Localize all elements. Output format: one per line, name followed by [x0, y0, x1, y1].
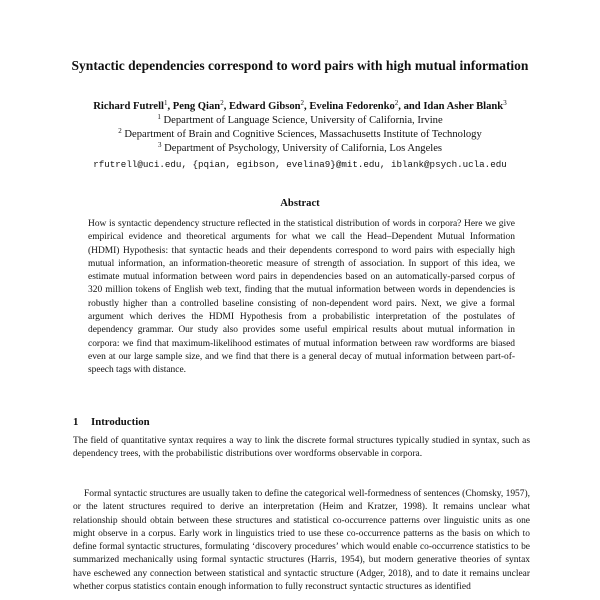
author-affil-mark: 3: [503, 99, 507, 107]
paper-title: Syntactic dependencies correspond to word pairs with high mutual information: [71, 58, 529, 73]
affiliation-number: 2: [118, 127, 122, 135]
author-separator: ,: [304, 101, 310, 112]
author-name: Richard Futrell: [93, 101, 164, 112]
affiliation-text: Department of Brain and Cognitive Sciences, Massachusetts Institute of Technology: [124, 129, 482, 140]
body-paragraph: Formal syntactic structures are usually taken to define the categorical well-formedness of sentences (Chomsky, 1957), or the latent structures required to derive an interpretation (Heim and Kratzer, 1998). It remains unclear what relationship should obtain between these structures and statistical co-occurrence patterns over linguistic units as one might observe in a corpus. Early work in linguistics tried to use these co-occurrence patterns as the basis on which to define formal syntactic structures, formulating ‘discovery procedures’ which would enable co-occurrence statistics to be summarized mechanically using formal syntactic structures (Harris, 1954), but modern generative theories of syntax have eschewed any connection between statistical and syntactic structure (Adger, 2018), and to date it remains unclear whether corpus statistics contain enough information to fully reconstruct syntactic structures as identified: [73, 489, 530, 593]
section-number: 1: [73, 416, 79, 428]
affiliation-3: [30, 142, 570, 156]
author-separator: ,: [223, 101, 229, 112]
author-affil-mark: 2: [394, 99, 399, 107]
affiliation-text: Department of Psychology, University of California, Los Angeles: [164, 143, 443, 154]
author-name: Evelina Fedorenko: [309, 101, 395, 112]
section-title: Introduction: [91, 416, 150, 428]
author-name: Idan Asher Blank: [423, 101, 504, 112]
author-affil-mark: 2: [220, 99, 224, 107]
author-separator: , and: [398, 101, 424, 112]
author-name: Edward Gibson: [228, 101, 301, 112]
author-separator: ,: [167, 101, 173, 112]
affiliation-number: 3: [157, 141, 162, 149]
affiliation-2: [30, 128, 570, 142]
abstract-text: How is syntactic dependency structure reflected in the statistical distribution of words in corpora? Here we give empirical evidence and theoretical arguments for what we call the Head–Dependent Mutual Information (HDMI) Hypothesis: that syntactic heads and their dependents correspond to word pairs with especially high mutual information, an information-theoretic measure of strength of association. In support of this idea, we estimate mutual information between word pairs in dependencies based on an automatically-parsed corpus of 320 million tokens of English web text, finding that the mutual information between words in dependencies is robustly higher than a controlled baseline consisting of non-dependent word pairs. Next, we give a formal argument which derives the HDMI Hypothesis from a probabilistic interpretation of the postulates of dependency grammar. Our study also provides some useful empirical results about mutual information in corpora: we find that maximum-likelihood estimates of mutual information between raw wordforms are biased even at our large sample size, and we find that there is a general decay of mutual information between part-of-speech tags with distance.: [88, 219, 515, 376]
body-paragraph: The field of quantitative syntax requires a way to link the discrete formal structures typically studied in syntax, such as dependency trees, with the probabilistic distributions over wordforms observable in corpora.: [73, 436, 530, 460]
affiliation-number: 1: [157, 113, 161, 121]
section-heading: [73, 416, 150, 428]
affiliation-1: [30, 114, 570, 128]
author-emails: rfutrell@uci.edu, {pqian, egibson, evelina9}@mit.edu, iblank@psych.ucla.edu: [93, 159, 507, 170]
author-affil-mark: 1: [164, 99, 168, 107]
author-name: Peng Qian: [172, 101, 221, 112]
abstract-heading: Abstract: [280, 198, 320, 209]
author-list: [30, 100, 570, 114]
affiliation-text: Department of Language Science, University of California, Irvine: [163, 115, 443, 126]
author-affil-mark: 2: [300, 99, 305, 107]
